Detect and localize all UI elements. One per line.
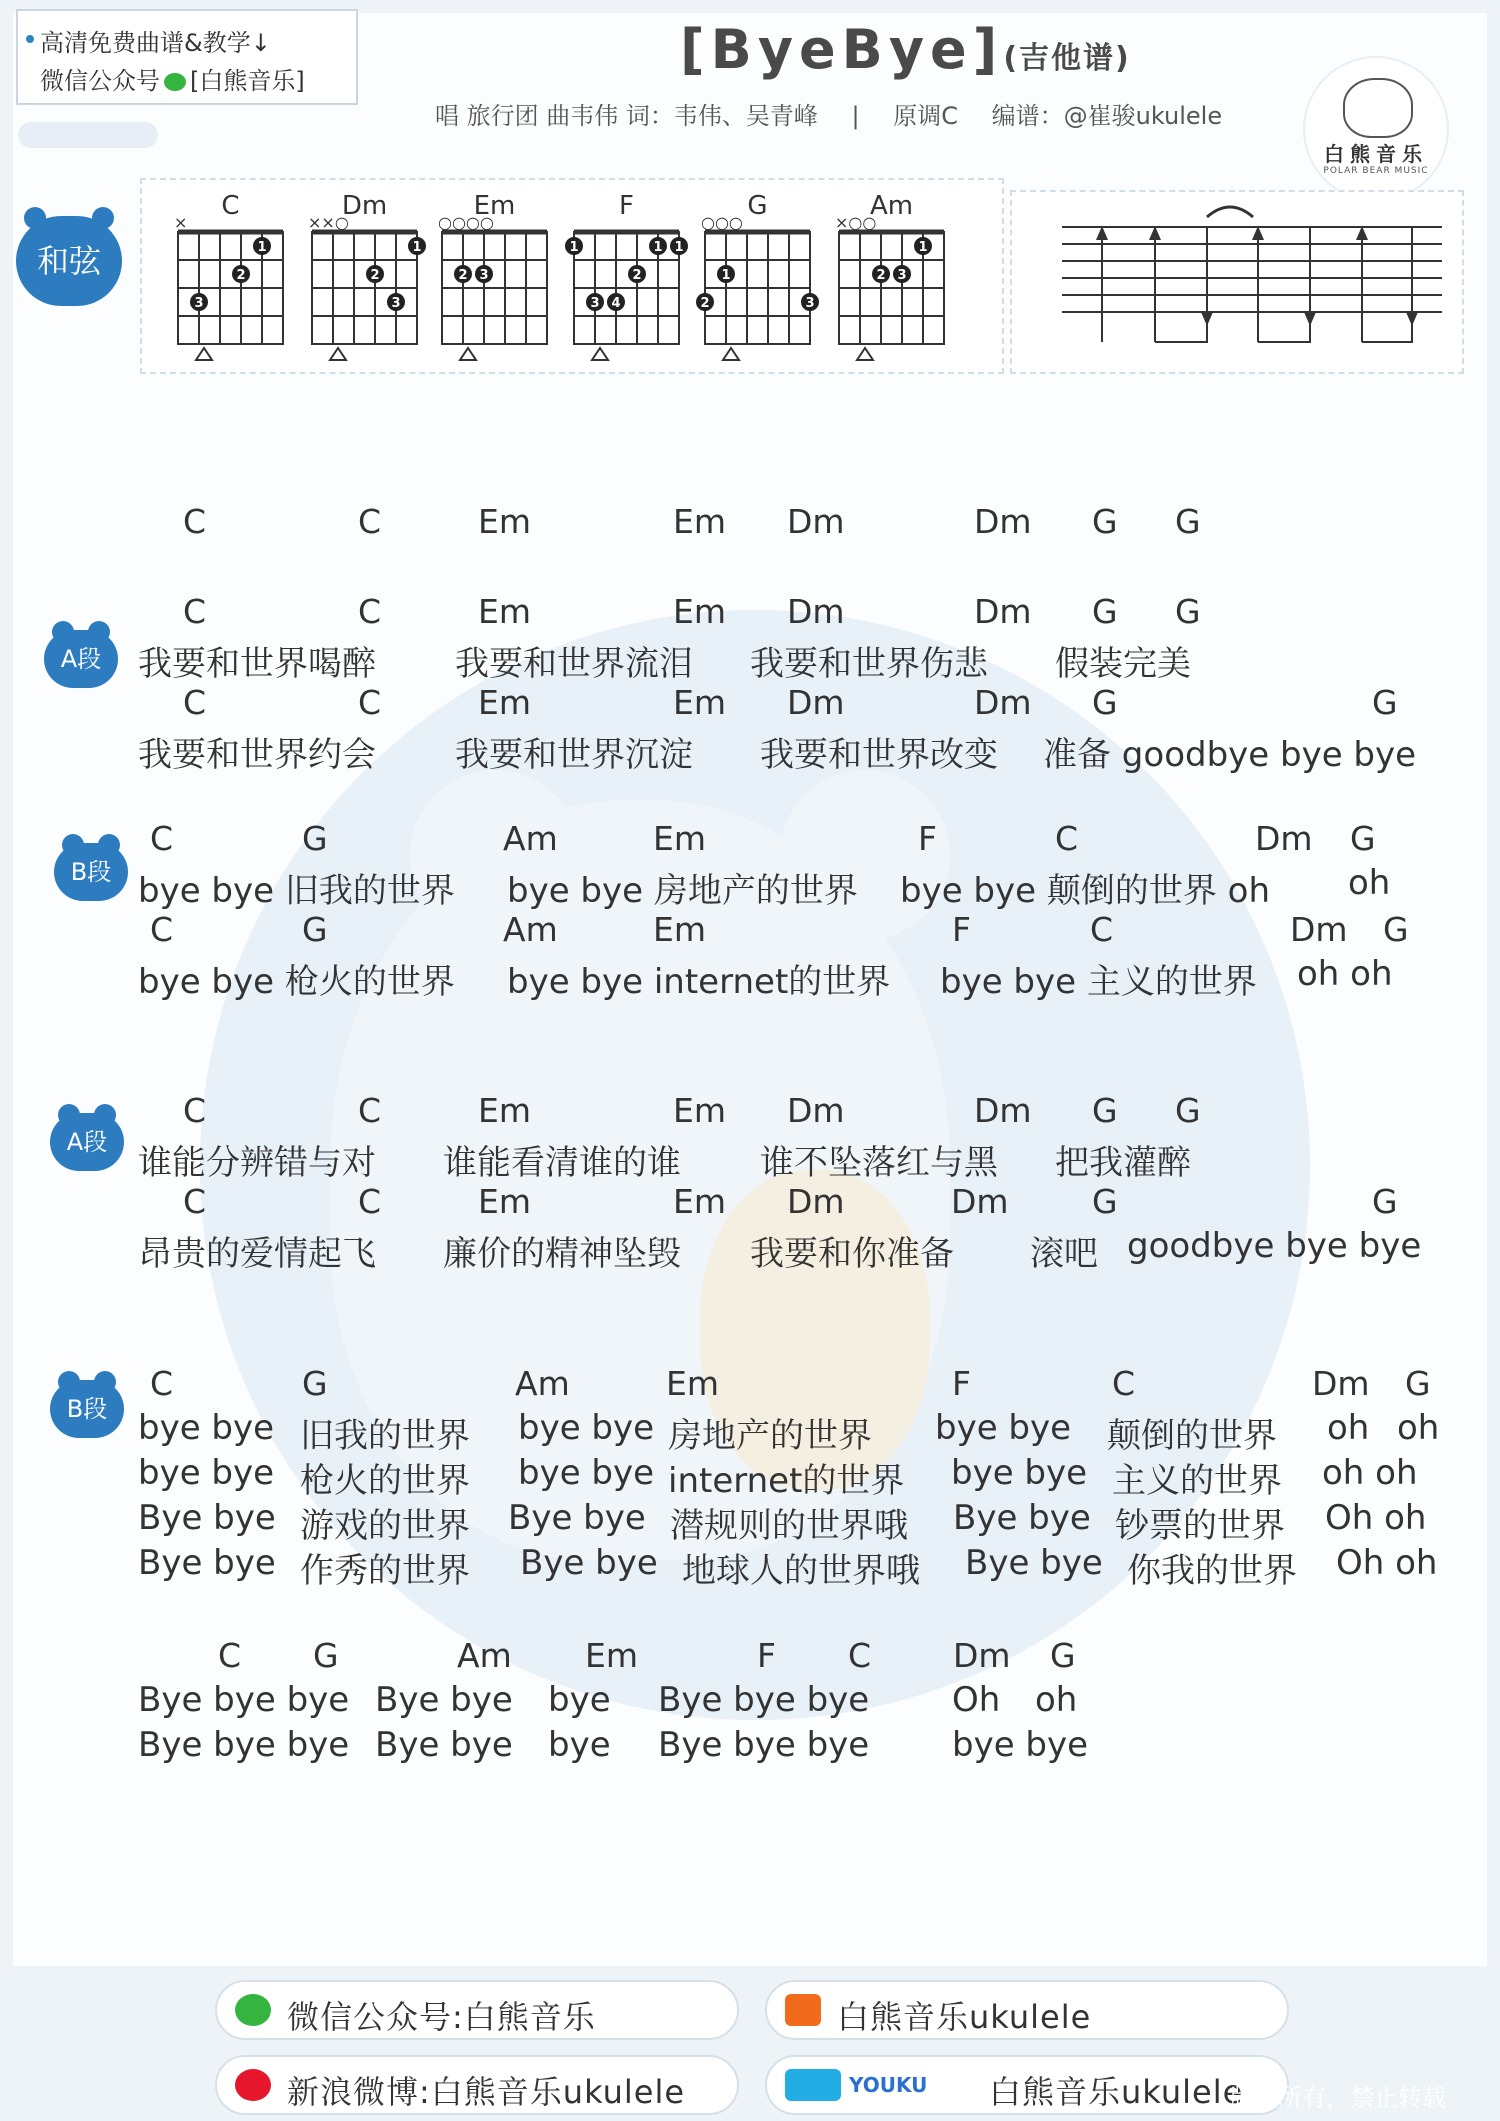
string-marks: ××○ xyxy=(308,213,349,232)
chord-diagrams-panel xyxy=(140,178,1004,374)
lyric-segment: goodbye bye bye xyxy=(1127,1226,1422,1266)
lyric-segment: bye bye 旧我的世界 xyxy=(138,871,455,911)
chord-label: Am xyxy=(503,819,558,858)
lyric-segment: 颠倒的世界 xyxy=(1107,1416,1277,1456)
chord-label: C xyxy=(150,819,174,858)
taobao-icon xyxy=(785,1994,821,2026)
lyric-segment: bye bye internet的世界 xyxy=(507,962,891,1002)
chord-label: C xyxy=(358,502,382,541)
credits-line xyxy=(435,96,1248,131)
lyric-segment: Bye bye xyxy=(953,1498,1091,1538)
chord-name: Am xyxy=(869,191,914,221)
chord-label: Em xyxy=(653,819,706,858)
chord-label: C xyxy=(183,1091,207,1130)
string-marks: ○○○ xyxy=(701,213,743,232)
promo-line-1: 高清免费曲谱&教学↓ xyxy=(40,29,271,57)
finger-number: 3 xyxy=(194,296,204,311)
chord-label: Em xyxy=(673,1182,726,1221)
lyric-segment: 潜规则的世界哦 xyxy=(670,1506,908,1546)
chord-label: C xyxy=(358,1182,382,1221)
chord-label: G xyxy=(313,1636,339,1675)
bear-face-icon xyxy=(1343,78,1413,138)
lyric-segment: 地球人的世界哦 xyxy=(682,1551,920,1591)
credit-arranger: 编谱：@崔骏ukulele xyxy=(991,102,1223,130)
footer-wechat-pill[interactable] xyxy=(215,1980,739,2040)
title-text: [ByeBye] xyxy=(680,18,1004,81)
chord-label: Em xyxy=(478,502,531,541)
lyric-segment: Bye bye xyxy=(375,1680,513,1720)
youku-logo: YOUKU xyxy=(849,2073,928,2097)
chord-label: F xyxy=(952,910,971,949)
lyric-segment: bye bye 主义的世界 xyxy=(940,962,1257,1002)
wechat-icon xyxy=(235,1994,271,2026)
chord-label: Dm xyxy=(787,1091,845,1130)
lyric-segment: Oh xyxy=(952,1680,1001,1720)
chord-diagram-f xyxy=(565,191,688,360)
wechat-icon xyxy=(164,73,186,91)
ukulele-logo-icon xyxy=(18,122,158,148)
logo-english: POLAR BEAR MUSIC xyxy=(1323,166,1429,176)
finger-number: 3 xyxy=(590,296,600,311)
lyric-segment: Bye bye bye xyxy=(138,1725,350,1765)
chord-label: G xyxy=(1372,1182,1398,1221)
lyric-segment: 我要和你准备 xyxy=(750,1234,954,1274)
finger-number: 1 xyxy=(257,240,267,255)
chord-label: C xyxy=(150,910,174,949)
lyric-segment: 旧我的世界 xyxy=(300,1416,470,1456)
lyric-segment: 主义的世界 xyxy=(1112,1461,1282,1501)
chord-label: Dm xyxy=(974,683,1032,722)
chord-label: Dm xyxy=(1290,910,1348,949)
finger-number: 1 xyxy=(918,240,928,255)
chord-name: C xyxy=(221,191,240,221)
lyric-segment: 我要和世界伤悲 xyxy=(750,644,988,684)
lyric-segment: 昂贵的爱情起飞 xyxy=(138,1234,376,1274)
finger-number: 3 xyxy=(391,296,401,311)
finger-number: 1 xyxy=(412,240,422,255)
footer-wechat-text: 微信公众号:白熊音乐 xyxy=(287,1998,596,2036)
chord-label: G xyxy=(1092,592,1118,631)
finger-number: 2 xyxy=(458,268,468,283)
finger-number: 1 xyxy=(569,240,579,255)
lyric-segment: bye xyxy=(548,1725,611,1765)
lyric-segment: 谁不坠落红与黑 xyxy=(760,1143,998,1183)
finger-number: 2 xyxy=(236,268,246,283)
chord-label: C xyxy=(183,683,207,722)
lyric-segment: oh oh xyxy=(1322,1453,1418,1493)
finger-number: 3 xyxy=(805,296,815,311)
section-a-badge: A段 xyxy=(50,1113,124,1171)
lyric-segment: 谁能看清谁的谁 xyxy=(443,1143,681,1183)
song-title xyxy=(680,18,1131,81)
lyric-segment: bye xyxy=(548,1680,611,1720)
promo-account: [白熊音乐] xyxy=(190,67,305,95)
chord-label: G xyxy=(1175,502,1201,541)
chord-label: G xyxy=(302,1364,328,1403)
lyric-segment: Bye bye xyxy=(520,1543,658,1583)
chord-label: Am xyxy=(515,1364,570,1403)
chord-diagram-c xyxy=(174,191,283,360)
root-string-icon xyxy=(592,348,608,360)
section-b-badge: B段 xyxy=(50,1380,124,1438)
lyric-segment: 枪火的世界 xyxy=(300,1461,470,1501)
chord-diagram-g xyxy=(696,191,819,360)
lyric-segment: bye bye 颠倒的世界 oh xyxy=(900,871,1271,911)
promo-line-2 xyxy=(40,61,305,96)
chord-label: G xyxy=(302,819,328,858)
chord-label: G xyxy=(1092,1182,1118,1221)
chord-label: Dm xyxy=(787,592,845,631)
chord-label: Em xyxy=(478,1091,531,1130)
chords-badge: 和弦 xyxy=(16,216,122,306)
root-string-icon xyxy=(460,348,476,360)
chord-label: Dm xyxy=(974,592,1032,631)
chord-label: C xyxy=(150,1364,174,1403)
chord-label: G xyxy=(1175,592,1201,631)
lyric-segment: 我要和世界沉淀 xyxy=(455,735,693,775)
lyric-segment: Bye bye bye xyxy=(138,1680,350,1720)
lyric-segment: 我要和世界改变 xyxy=(760,735,998,775)
root-string-icon xyxy=(330,348,346,360)
chord-label: Em xyxy=(673,1091,726,1130)
finger-number: 1 xyxy=(721,268,731,283)
lyric-segment: 准备 goodbye bye bye xyxy=(1043,735,1417,775)
lyric-segment: 钞票的世界 xyxy=(1115,1506,1285,1546)
logo-name: 白熊音乐 xyxy=(1324,142,1428,166)
finger-number: 2 xyxy=(370,268,380,283)
lyric-segment: 你我的世界 xyxy=(1127,1551,1297,1591)
lyric-segment: 谁能分辨错与对 xyxy=(138,1143,376,1183)
footer-taobao-pill[interactable] xyxy=(765,1980,1289,2040)
footer-video-pill[interactable] xyxy=(765,2055,1289,2115)
lyric-segment: oh xyxy=(1397,1408,1440,1448)
chord-label: Dm xyxy=(1312,1364,1370,1403)
lyric-segment: bye bye xyxy=(952,1725,1089,1765)
copyright-watermark: 版权所有，禁止转载 xyxy=(1230,2084,1446,2112)
chord-label: Em xyxy=(666,1364,719,1403)
lyric-segment: 廉价的精神坠毁 xyxy=(443,1234,681,1274)
strum-pattern-diagram xyxy=(1012,192,1462,372)
chord-label: G xyxy=(1383,910,1409,949)
promo-wechat-label: 微信公众号 xyxy=(40,67,160,95)
lyric-segment: oh xyxy=(1035,1680,1078,1720)
root-string-icon xyxy=(857,348,873,360)
finger-number: 3 xyxy=(897,268,907,283)
lyric-segment: Bye bye xyxy=(138,1498,276,1538)
string-marks: × xyxy=(174,213,188,232)
chord-label: Em xyxy=(673,502,726,541)
lyric-segment: Bye bye xyxy=(138,1543,276,1583)
lyric-segment: Oh oh xyxy=(1325,1498,1427,1538)
lyric-segment: Oh oh xyxy=(1336,1543,1438,1583)
title-subtitle: (吉他谱) xyxy=(1003,41,1131,76)
polar-bear-logo xyxy=(1305,58,1447,200)
chord-label: Dm xyxy=(951,1182,1009,1221)
section-b-badge: B段 xyxy=(54,843,128,901)
lyric-segment: bye bye xyxy=(138,1453,275,1493)
lyric-segment: oh oh xyxy=(1297,954,1393,994)
chord-label: Em xyxy=(585,1636,638,1675)
chord-label: C xyxy=(1112,1364,1136,1403)
lyric-segment: 假装完美 xyxy=(1055,644,1191,684)
chord-label: G xyxy=(1175,1091,1201,1130)
chord-label: C xyxy=(358,592,382,631)
chord-label: C xyxy=(183,1182,207,1221)
chord-label: Em xyxy=(673,592,726,631)
lyric-segment: bye bye xyxy=(518,1408,655,1448)
chord-label: G xyxy=(1092,1091,1118,1130)
chord-label: C xyxy=(1090,910,1114,949)
chord-label: Dm xyxy=(787,502,845,541)
lyric-segment: 把我灌醉 xyxy=(1055,1143,1191,1183)
chord-diagrams xyxy=(142,180,1002,372)
chord-label: F xyxy=(952,1364,971,1403)
lyric-segment: oh xyxy=(1327,1408,1370,1448)
chord-name: Em xyxy=(473,191,516,221)
promo-box xyxy=(16,9,358,105)
lyric-segment: Bye bye xyxy=(965,1543,1103,1583)
chord-label: Dm xyxy=(953,1636,1011,1675)
credit-key: 原调C xyxy=(893,102,959,130)
lyric-segment: bye bye xyxy=(951,1453,1088,1493)
lyric-segment: oh xyxy=(1348,863,1391,903)
chord-label: Em xyxy=(673,683,726,722)
lyric-segment: Bye bye xyxy=(375,1725,513,1765)
chord-diagram-am xyxy=(835,191,944,360)
chord-label: Dm xyxy=(1255,819,1313,858)
chord-label: G xyxy=(1350,819,1376,858)
chord-label: C xyxy=(358,1091,382,1130)
lyric-segment: 我要和世界约会 xyxy=(138,735,376,775)
string-marks: ×○○ xyxy=(835,213,877,232)
root-string-icon xyxy=(723,348,739,360)
chord-label: Dm xyxy=(787,683,845,722)
lyric-segment: 我要和世界流泪 xyxy=(455,644,693,684)
lyric-segment: bye bye xyxy=(518,1453,655,1493)
chord-label: C xyxy=(1055,819,1079,858)
lyric-segment: bye bye 枪火的世界 xyxy=(138,962,455,1002)
chord-diagram-dm xyxy=(308,191,426,360)
credit-singer: 唱 旅行团 曲韦伟 词：韦伟、吴青峰 xyxy=(435,102,818,130)
chord-label: C xyxy=(848,1636,872,1675)
finger-number: 2 xyxy=(876,268,886,283)
chord-diagram-em xyxy=(438,191,547,360)
chord-label: C xyxy=(218,1636,242,1675)
finger-number: 1 xyxy=(653,240,663,255)
section-a-badge: A段 xyxy=(44,630,118,688)
chord-label: G xyxy=(1092,502,1118,541)
bilibili-icon xyxy=(785,2069,841,2101)
lyric-segment: Bye bye xyxy=(508,1498,646,1538)
chord-label: G xyxy=(1405,1364,1431,1403)
finger-number: 2 xyxy=(700,296,710,311)
chord-label: G xyxy=(1050,1636,1076,1675)
finger-number: 1 xyxy=(674,240,684,255)
chord-label: Am xyxy=(457,1636,512,1675)
finger-number: 2 xyxy=(632,268,642,283)
lyric-segment: bye bye 房地产的世界 xyxy=(507,871,858,911)
chord-label: C xyxy=(183,502,207,541)
lyric-segment: 作秀的世界 xyxy=(300,1551,470,1591)
chord-label: F xyxy=(757,1636,776,1675)
chord-label: C xyxy=(358,683,382,722)
finger-number: 3 xyxy=(479,268,489,283)
chord-label: Em xyxy=(478,683,531,722)
lyric-segment: internet的世界 xyxy=(668,1461,905,1501)
chord-label: Em xyxy=(653,910,706,949)
credit-divider: | xyxy=(851,102,860,130)
chord-label: Am xyxy=(503,910,558,949)
chord-label: G xyxy=(1092,683,1118,722)
chord-name: G xyxy=(747,191,768,221)
chord-name: F xyxy=(619,191,634,221)
chord-label: Em xyxy=(478,1182,531,1221)
footer-weibo-pill[interactable] xyxy=(215,2055,739,2115)
lyric-segment: 房地产的世界 xyxy=(668,1416,872,1456)
chord-name: Dm xyxy=(341,191,388,221)
lyric-segment: 游戏的世界 xyxy=(300,1506,470,1546)
lyric-segment: bye bye xyxy=(935,1408,1072,1448)
lyric-segment: 滚吧 xyxy=(1030,1234,1098,1274)
lyric-segment: Bye bye bye xyxy=(658,1725,870,1765)
lyric-segment: bye bye xyxy=(138,1408,275,1448)
chord-label: C xyxy=(183,592,207,631)
root-string-icon xyxy=(196,348,212,360)
bullet-dot xyxy=(26,35,34,43)
chord-label: Dm xyxy=(787,1182,845,1221)
lyric-segment: 我要和世界喝醉 xyxy=(138,644,376,684)
footer-weibo-text: 新浪微博:白熊音乐ukulele xyxy=(287,2073,686,2111)
finger-number: 4 xyxy=(611,296,621,311)
footer-taobao-text: 白熊音乐ukulele xyxy=(837,1998,1092,2036)
chord-label: Dm xyxy=(974,502,1032,541)
string-marks: ○○○○ xyxy=(438,213,494,232)
footer-video-text: 白熊音乐ukulele xyxy=(989,2073,1244,2111)
strum-pattern-panel xyxy=(1010,190,1464,374)
chord-label: G xyxy=(302,910,328,949)
chord-label: Em xyxy=(478,592,531,631)
chord-label: Dm xyxy=(974,1091,1032,1130)
chord-label: F xyxy=(918,819,937,858)
lyric-segment: Bye bye bye xyxy=(658,1680,870,1720)
chord-label: G xyxy=(1372,683,1398,722)
weibo-icon xyxy=(235,2069,271,2101)
